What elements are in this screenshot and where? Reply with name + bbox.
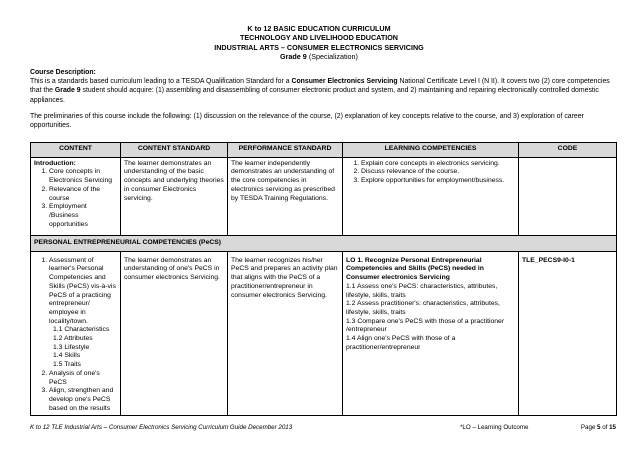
specialization-label: (Specialization) — [308, 51, 358, 61]
header-line-3: INDUSTRIAL ARTS – CONSUMER ELECTRONICS SERVICING — [214, 42, 424, 52]
course-description — [30, 68, 616, 130]
course-description-paragraph — [30, 77, 616, 105]
page-prefix: Page — [580, 424, 598, 431]
list-item: 1. Core concepts in Electronics Servicing — [49, 168, 117, 185]
intro-title: Introduction: — [34, 159, 76, 167]
list-item: 2. Relevance of the course — [49, 186, 117, 203]
section-row — [31, 235, 617, 251]
pecs-content-standard: The learner demonstrates an understanding of one's PeCS in consumer electronics Servicing. — [121, 251, 228, 416]
desc-qualification: Consumer Electronics Servicing — [291, 78, 398, 86]
desc-text-a: This is a standards based curriculum leading to a TESDA Qualification Standard for a — [30, 78, 292, 86]
col-header-learning-competencies: LEARNING COMPETENCIES — [343, 143, 519, 158]
table-header-row — [31, 143, 617, 158]
list-item: 3. Align, strengthen and develop one's PeCS based on the results — [49, 387, 117, 413]
intro-competencies-cell — [343, 157, 519, 235]
header-line-1: K to 12 BASIC EDUCATION CURRICULUM — [247, 24, 391, 33]
list-item: 1.3 Lifestyle — [53, 343, 90, 351]
list-item: 3. Explore opportunities for employment/business. — [361, 177, 515, 186]
page-of: of — [600, 424, 610, 431]
col-header-content: CONTENT — [31, 143, 121, 158]
footer-document-title: K to 12 TLE Industrial Arts – Consumer Electronics Servicing Curriculum Guide December 2013 — [30, 424, 293, 431]
intro-code — [519, 157, 617, 235]
col-header-code: CODE — [519, 143, 617, 158]
list-item: 1.2 Assess practitioner's: characteristics, attributes, lifestyle, skills, traits — [346, 300, 500, 316]
pecs-performance-standard: The learner recognizes his/her PeCS and prepares an activity plan that aligns with the PeCS of a practitioner/entrepreneur in consumer electronics Servicing. — [228, 251, 343, 416]
total-pages: 15 — [609, 424, 616, 431]
intro-content-standard: The learner demonstrates an understanding of the basic concepts and underlying theories in consumer Electronics servicing. — [121, 157, 228, 235]
footer-lo-note: *LO – Learning Outcome — [460, 424, 529, 431]
list-item: 3. Employment /Business opportunities — [49, 203, 117, 229]
header-line-2: TECHNOLOGY AND LIVELIHOOD EDUCATION — [240, 33, 398, 43]
document-header — [0, 24, 638, 61]
list-item: 2. Analysis of one's PeCS — [49, 370, 117, 387]
list-item: 1.5 Traits — [53, 361, 81, 369]
course-description-title: Course Description: — [30, 69, 96, 76]
desc-text-c: National Certificate Level I (N II). It covers two (2) core competencies that the — [30, 78, 610, 95]
section-title-pecs: PERSONAL ENTREPRENEURIAL COMPETENCIES (PeCS) — [31, 235, 617, 251]
desc-grade: Grade 9 — [54, 87, 81, 95]
list-item: 1.2 Attributes — [53, 335, 93, 343]
col-header-performance-standard: PERFORMANCE STANDARD — [228, 143, 343, 158]
list-item: 1.3 Compare one's PeCS with those of a practitioner /entrepreneur — [346, 317, 505, 334]
list-item — [49, 257, 117, 370]
pecs-competencies-cell — [343, 251, 519, 416]
pecs-code: TLE_PECS9-I0-1 — [519, 251, 617, 416]
header-grade-line — [0, 52, 638, 61]
page-number — [581, 424, 616, 431]
course-preliminaries-paragraph: The preliminaries of this course include the following: (1) discussion on the relevance of the course, (2) explanation of key concepts relative to the course, and 3) exploration of career opportunities. — [30, 112, 584, 130]
list-item: 2. Discuss relevance of the course. — [361, 168, 515, 177]
col-header-content-standard: CONTENT STANDARD — [121, 143, 228, 158]
list-item: 1.4 Align one's PeCS with those of a practitioner/entrepreneur — [346, 335, 456, 351]
curriculum-table — [30, 142, 617, 416]
table-row — [31, 251, 617, 416]
pecs-content-cell — [31, 251, 121, 416]
pecs-content-item: Assessment of learner's Personal Competencies and Skills (PeCS) vis-à-vis PeCS of a practicing entrepreneur/ employee in locality/town. — [49, 256, 116, 325]
desc-text-e: student should acquire: (1) assembling and disassembling of consumer electronic product and system, and 2) maintaining and repairing electronically controlled domestic appliances. — [30, 87, 599, 104]
list-item: 1.1 Characteristics — [53, 326, 110, 334]
learning-outcome-title: LO 1. Recognize Personal Entrepreneurial Competencies and Skills (PeCS) needed in Consumer electronics Servicing — [346, 256, 484, 282]
intro-performance-standard: The learner independently demonstrates an understanding of the core competencies in electronics servicing as prescribed by TESDA Training Regulations. — [228, 157, 343, 235]
current-page: 5 — [597, 424, 601, 431]
list-item: 1. Explain core concepts in electronics servicing. — [361, 160, 515, 169]
grade-label: Grade 9 — [280, 51, 307, 61]
list-item: 1.4 Skills — [53, 352, 81, 360]
list-item: 1.1 Assess one's PeCS: characteristics, attributes, lifestyle, skills, traits — [346, 282, 498, 299]
intro-content-cell — [31, 157, 121, 235]
table-row — [31, 157, 617, 235]
